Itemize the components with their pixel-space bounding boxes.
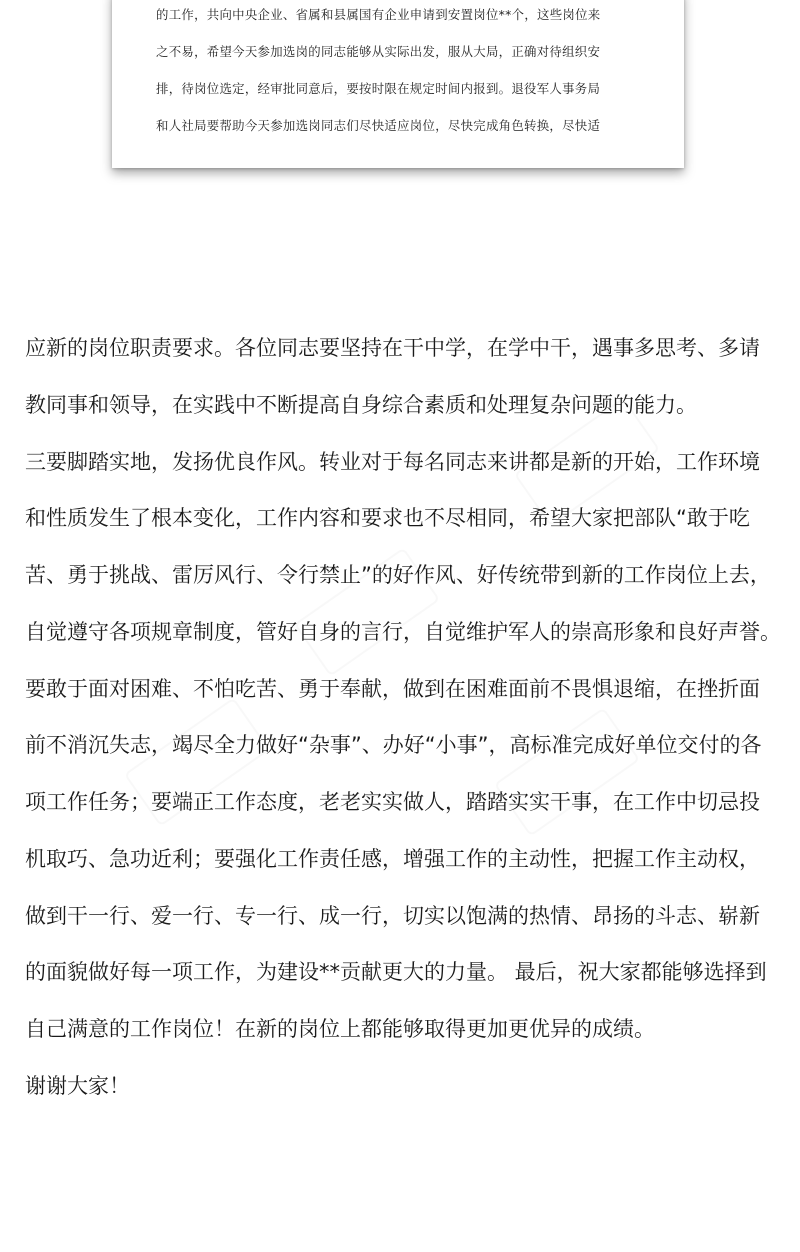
- body-line: 和性质发生了根本变化，工作内容和要求也不尽相同，希望大家把部队“敢于吃: [25, 506, 750, 531]
- body-line: 自己满意的工作岗位！在新的岗位上都能够取得更加更优异的成绩。: [25, 1017, 655, 1041]
- body-line: 做到干一行、爱一行、专一行、成一行，切实以饱满的热情、昂扬的斗志、崭新: [25, 903, 760, 928]
- body-line: 的面貌做好每一项工作，为建设**贡献更大的力量。 最后，祝大家都能够选择到: [25, 960, 767, 985]
- body-line: 教同事和领导，在实践中不断提高自身综合素质和处理复杂问题的能力。: [25, 392, 697, 417]
- preview-text-block: [156, 8, 650, 156]
- body-line: 要敢于面对困难、不怕吃苦、勇于奉献，做到在困难面前不畏惧退缩，在挫折面: [25, 676, 760, 701]
- closing-line: 谢谢大家！: [25, 1073, 130, 1098]
- preview-line: 之不易，希望今天参加选岗的同志能够从实际出发，服从大局，正确对待组织安: [156, 44, 601, 59]
- body-line: 项工作任务；要端正工作态度，老老实实做人，踏踏实实干事，在工作中切忌投: [25, 790, 760, 814]
- body-line: 苦、勇于挑战、雷厉风行、令行禁止”的好作风、好传统带到新的工作岗位上去，: [25, 563, 771, 587]
- document-body: [25, 330, 785, 1125]
- body-line: 应新的岗位职责要求。各位同志要坚持在干中学，在学中干，遇事多思考、多请: [25, 336, 760, 360]
- body-line: 前不消沉失志，竭尽全力做好“杂事”、办好“小事”，高标准完成好单位交付的各: [25, 733, 762, 758]
- preview-line: 和人社局要帮助今天参加选岗同志们尽快适应岗位，尽快完成角色转换，尽快适: [156, 118, 601, 133]
- preview-line: 的工作，共向中央企业、省属和县属国有企业申请到安置岗位**个，这些岗位来: [156, 7, 601, 22]
- preview-line: 排，待岗位选定，经审批同意后，要按时限在规定时间内报到。退役军人事务局: [156, 81, 601, 96]
- body-line: 三要脚踏实地，发扬优良作风。转业对于每名同志来讲都是新的开始，工作环境: [25, 449, 760, 474]
- body-line: 机取巧、急功近利；要强化工作责任感，增强工作的主动性，把握工作主动权，: [25, 846, 760, 871]
- document-preview-card: [112, 0, 684, 168]
- body-line: 自觉遵守各项规章制度，管好自身的言行，自觉维护军人的崇高形象和良好声誉。: [25, 619, 781, 644]
